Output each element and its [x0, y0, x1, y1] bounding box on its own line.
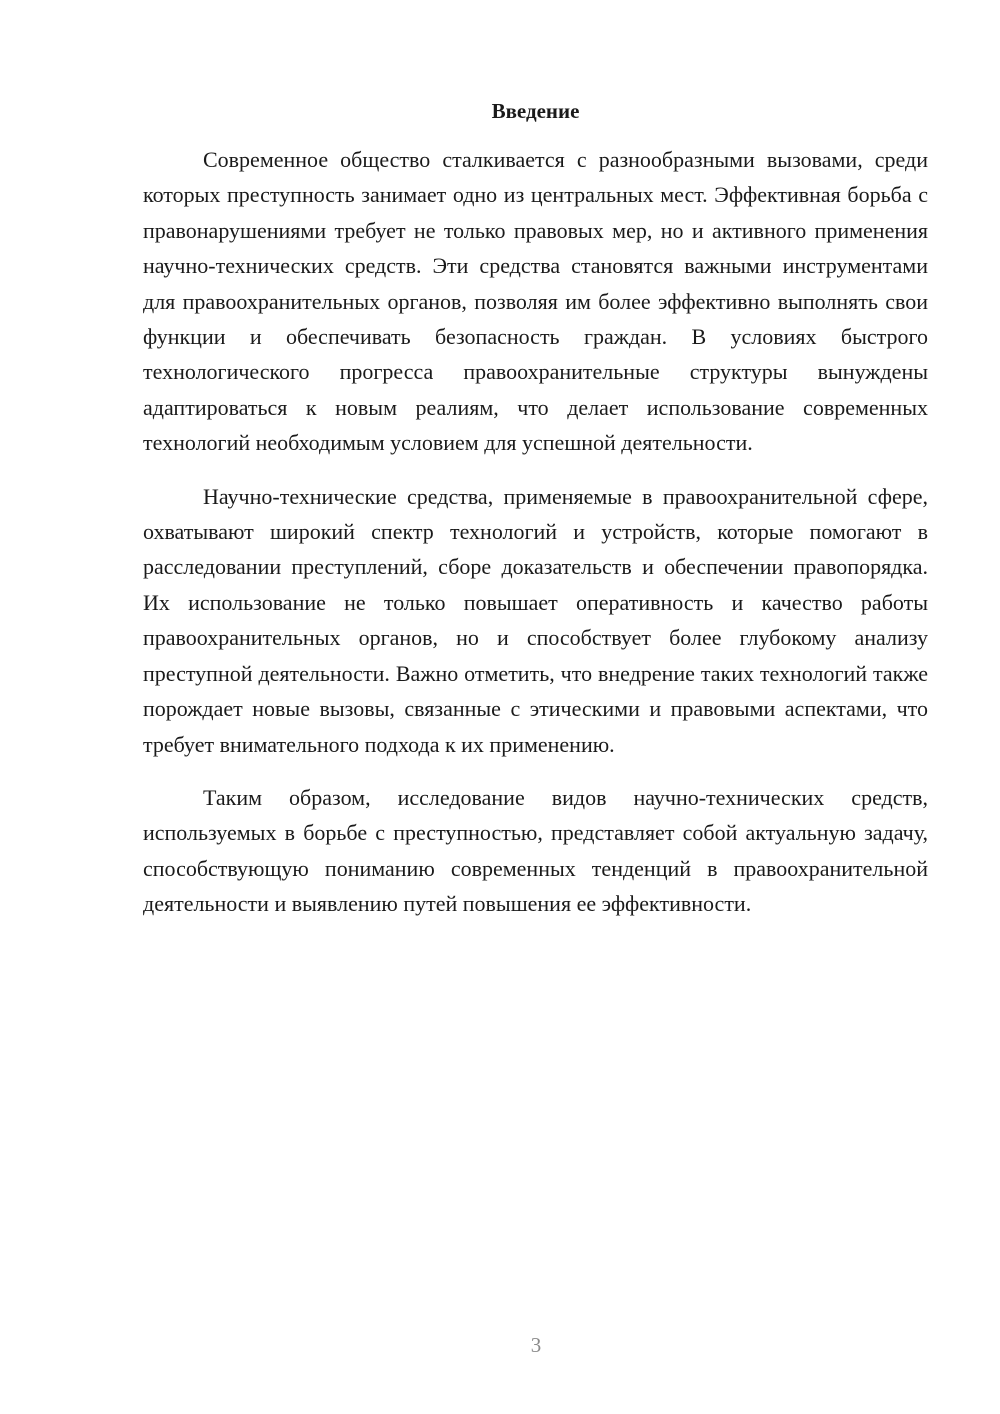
paragraph-2: Научно-технические средства, применяемые в правоохранительной сфере, охватывают широкий спектр технологий и устройств, которые помогают в расследовании преступлений, сборе доказательств и обеспечении правопорядка. Их использование не только повышает оперативность и качество работы правоохранительных органов, но и способствует более глубокому анализу преступной деятельности. Важно отметить, что внедрение таких технологий также порождает новые вызовы, связанные с этическими и правовыми аспектами, что требует внимательного подхода к их применению.	[143, 483, 928, 757]
section-heading: Введение	[491, 99, 580, 123]
paragraph-1: Современное общество сталкивается с разнообразными вызовами, среди которых преступность занимает одно из центральных мест. Эффективная борьба с правонарушениями требует не только правовых мер, но и активного применения научно-технических средств. Эти средства становятся важными инструментами для правоохранительных органов, позволяя им более эффективно выполнять свои функции и обеспечивать безопасность граждан. В условиях быстрого технологического прогресса правоохранительные структуры вынуждены адаптироваться к новым реалиям, что делает использование современных технологий необходимым условием для успешной деятельности.	[143, 147, 928, 456]
body-text	[143, 142, 928, 940]
paragraph-3: Таким образом, исследование видов научно-технических средств, используемых в борьбе с преступностью, представляет собой актуальную задачу, способствующую пониманию современных тенденций в правоохранительной деятельности и выявлению путей повышения ее эффективности.	[143, 784, 928, 917]
page-number: 3	[530, 1333, 542, 1357]
